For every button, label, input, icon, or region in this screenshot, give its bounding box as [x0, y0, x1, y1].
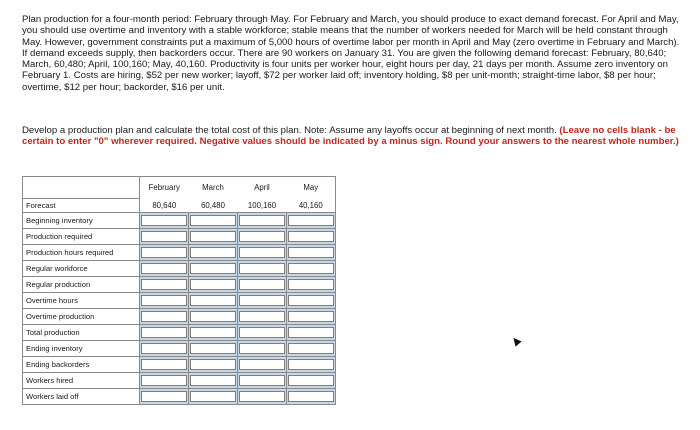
cell-workers-laid-off-may — [287, 389, 336, 405]
input-regular-production-march[interactable] — [190, 279, 236, 290]
cell-production-required-may — [287, 229, 336, 245]
cell-regular-workforce-april — [238, 261, 287, 277]
input-ending-inventory-may[interactable] — [288, 343, 334, 354]
cell-ending-inventory-february — [140, 341, 189, 357]
production-plan-table — [22, 176, 336, 405]
cell-workers-laid-off-april — [238, 389, 287, 405]
input-total-production-may[interactable] — [288, 327, 334, 338]
cell-regular-production-may — [287, 277, 336, 293]
cell-workers-hired-may — [287, 373, 336, 389]
input-overtime-hours-february[interactable] — [141, 295, 187, 306]
row-label-total-production: Total production — [23, 325, 140, 341]
input-workers-hired-march[interactable] — [190, 375, 236, 386]
cell-overtime-hours-may — [287, 293, 336, 309]
cell-total-production-march — [189, 325, 238, 341]
cell-regular-production-february — [140, 277, 189, 293]
row-overtime-hours — [23, 293, 336, 309]
cell-beginning-inventory-may — [287, 213, 336, 229]
cell-overtime-hours-march — [189, 293, 238, 309]
cell-ending-backorders-may — [287, 357, 336, 373]
input-production-required-may[interactable] — [288, 231, 334, 242]
cell-workers-hired-april — [238, 373, 287, 389]
input-overtime-production-april[interactable] — [239, 311, 285, 322]
input-ending-inventory-february[interactable] — [141, 343, 187, 354]
input-workers-laid-off-april[interactable] — [239, 391, 285, 402]
input-total-production-april[interactable] — [239, 327, 285, 338]
instructions-bold: (Leave no cells blank - be certain to enter "0" wherever required. Negative values should be indicated by a minus sign. Round your answers to the nearest whole number.) — [22, 125, 679, 148]
input-production-hours-required-march[interactable] — [190, 247, 236, 258]
cell-ending-inventory-may — [287, 341, 336, 357]
cell-beginning-inventory-april — [238, 213, 287, 229]
input-production-required-march[interactable] — [190, 231, 236, 242]
cell-production-hours-required-february — [140, 245, 189, 261]
input-overtime-hours-march[interactable] — [190, 295, 236, 306]
input-regular-workforce-april[interactable] — [239, 263, 285, 274]
cell-overtime-production-march — [189, 309, 238, 325]
mouse-cursor-icon — [510, 335, 521, 346]
input-overtime-hours-april[interactable] — [239, 295, 285, 306]
cell-ending-inventory-april — [238, 341, 287, 357]
row-label-ending-inventory: Ending inventory — [23, 341, 140, 357]
col-head-february: February — [140, 177, 189, 199]
cell-regular-workforce-march — [189, 261, 238, 277]
cell-regular-production-april — [238, 277, 287, 293]
row-workers-hired — [23, 373, 336, 389]
input-regular-workforce-may[interactable] — [288, 263, 334, 274]
input-beginning-inventory-march[interactable] — [190, 215, 236, 226]
cell-ending-backorders-march — [189, 357, 238, 373]
input-regular-production-may[interactable] — [288, 279, 334, 290]
cell-production-hours-required-may — [287, 245, 336, 261]
row-regular-production — [23, 277, 336, 293]
cell-workers-laid-off-march — [189, 389, 238, 405]
forecast-april: 100,160 — [247, 200, 277, 210]
cell-overtime-production-may — [287, 309, 336, 325]
row-label-production-required: Production required — [23, 229, 140, 245]
cell-overtime-production-april — [238, 309, 287, 325]
instructions-normal: Develop a production plan and calculate the total cost of this plan. Note: Assume any layoffs occur at beginning of next month. — [22, 125, 560, 136]
cell-production-required-march — [189, 229, 238, 245]
input-beginning-inventory-april[interactable] — [239, 215, 285, 226]
instructions — [22, 125, 682, 148]
cell-production-hours-required-april — [238, 245, 287, 261]
row-label-overtime-hours: Overtime hours — [23, 293, 140, 309]
row-regular-workforce — [23, 261, 336, 277]
col-head-march: March — [189, 177, 238, 199]
forecast-february: 80,640 — [152, 200, 177, 210]
cell-total-production-april — [238, 325, 287, 341]
header-corner — [23, 177, 140, 199]
input-production-required-april[interactable] — [239, 231, 285, 242]
cell-workers-hired-february — [140, 373, 189, 389]
input-workers-laid-off-march[interactable] — [190, 391, 236, 402]
row-production-required — [23, 229, 336, 245]
input-overtime-production-may[interactable] — [288, 311, 334, 322]
input-workers-laid-off-may[interactable] — [288, 391, 334, 402]
input-production-hours-required-february[interactable] — [141, 247, 187, 258]
input-production-hours-required-may[interactable] — [288, 247, 334, 258]
row-label-workers-hired: Workers hired — [23, 373, 140, 389]
cell-workers-hired-march — [189, 373, 238, 389]
input-regular-production-february[interactable] — [141, 279, 187, 290]
row-total-production — [23, 325, 336, 341]
cell-ending-backorders-february — [140, 357, 189, 373]
input-overtime-hours-may[interactable] — [288, 295, 334, 306]
row-label-overtime-production: Overtime production — [23, 309, 140, 325]
input-regular-production-april[interactable] — [239, 279, 285, 290]
input-workers-laid-off-february[interactable] — [141, 391, 187, 402]
header-row — [23, 177, 336, 199]
input-production-hours-required-april[interactable] — [239, 247, 285, 258]
input-ending-backorders-february[interactable] — [141, 359, 187, 370]
input-workers-hired-april[interactable] — [239, 375, 285, 386]
row-label-workers-laid-off: Workers laid off — [23, 389, 140, 405]
input-ending-backorders-april[interactable] — [239, 359, 285, 370]
col-head-may: May — [287, 177, 336, 199]
cell-beginning-inventory-february — [140, 213, 189, 229]
cell-production-required-february — [140, 229, 189, 245]
row-ending-inventory — [23, 341, 336, 357]
forecast-may: 40,160 — [287, 199, 336, 213]
input-beginning-inventory-february[interactable] — [141, 215, 187, 226]
input-ending-inventory-march[interactable] — [190, 343, 236, 354]
cell-overtime-production-february — [140, 309, 189, 325]
row-label-production-hours-required: Production hours required — [23, 245, 140, 261]
row-label-ending-backorders: Ending backorders — [23, 357, 140, 373]
input-overtime-production-february[interactable] — [141, 311, 187, 322]
input-workers-hired-february[interactable] — [141, 375, 187, 386]
row-beginning-inventory — [23, 213, 336, 229]
cell-production-hours-required-march — [189, 245, 238, 261]
row-label-regular-production: Regular production — [23, 277, 140, 293]
row-production-hours-required — [23, 245, 336, 261]
row-label-regular-workforce: Regular workforce — [23, 261, 140, 277]
input-ending-inventory-april[interactable] — [239, 343, 285, 354]
cell-beginning-inventory-march — [189, 213, 238, 229]
row-label-forecast: Forecast — [23, 199, 140, 213]
input-regular-workforce-march[interactable] — [190, 263, 236, 274]
production-plan-grid — [22, 176, 336, 405]
cell-ending-backorders-april — [238, 357, 287, 373]
input-production-required-february[interactable] — [141, 231, 187, 242]
problem-text: Plan production for a four-month period: February through May. For February and March, you should produce to exact demand forecast. For April and May, you should use overtime and inventory with a stable workforce; stable means that the number of workers needed for March will be held constant through May. However, government constraints put a maximum of 5,000 hours of overtime labor per month in April and May (zero overtime in February and March). If demand exceeds supply, then backorders occur. There are 90 workers on January 31. You are given the following demand forecast: February, 80,640; March, 60,480; April, 100,160; May, 40,160. Productivity is four units per worker hour, eight hours per day, 21 days per month. Assume zero inventory on February 1. Costs are hiring, $52 per new worker; layoff, $72 per worker laid off; inventory holding, $8 per unit-month; straight-time labor, $8 per hour; overtime, $12 per hour; backorder, $16 per unit. — [22, 14, 680, 93]
row-label-beginning-inventory: Beginning inventory — [23, 213, 140, 229]
forecast-march: 60,480 — [201, 200, 225, 210]
forecast-row — [23, 199, 336, 213]
cell-ending-inventory-march — [189, 341, 238, 357]
cell-production-required-april — [238, 229, 287, 245]
input-workers-hired-may[interactable] — [288, 375, 334, 386]
cell-overtime-hours-april — [238, 293, 287, 309]
input-overtime-production-march[interactable] — [190, 311, 236, 322]
problem-statement — [22, 14, 684, 93]
cell-regular-workforce-may — [287, 261, 336, 277]
row-workers-laid-off — [23, 389, 336, 405]
input-ending-backorders-may[interactable] — [288, 359, 334, 370]
input-total-production-february[interactable] — [141, 327, 187, 338]
row-ending-backorders — [23, 357, 336, 373]
input-beginning-inventory-may[interactable] — [288, 215, 334, 226]
cell-workers-laid-off-february — [140, 389, 189, 405]
input-ending-backorders-march[interactable] — [190, 359, 236, 370]
cell-overtime-hours-february — [140, 293, 189, 309]
row-overtime-production — [23, 309, 336, 325]
col-head-april: April — [238, 177, 287, 199]
cell-total-production-may — [287, 325, 336, 341]
input-regular-workforce-february[interactable] — [141, 263, 187, 274]
input-total-production-march[interactable] — [190, 327, 236, 338]
cell-total-production-february — [140, 325, 189, 341]
cell-regular-production-march — [189, 277, 238, 293]
cell-regular-workforce-february — [140, 261, 189, 277]
